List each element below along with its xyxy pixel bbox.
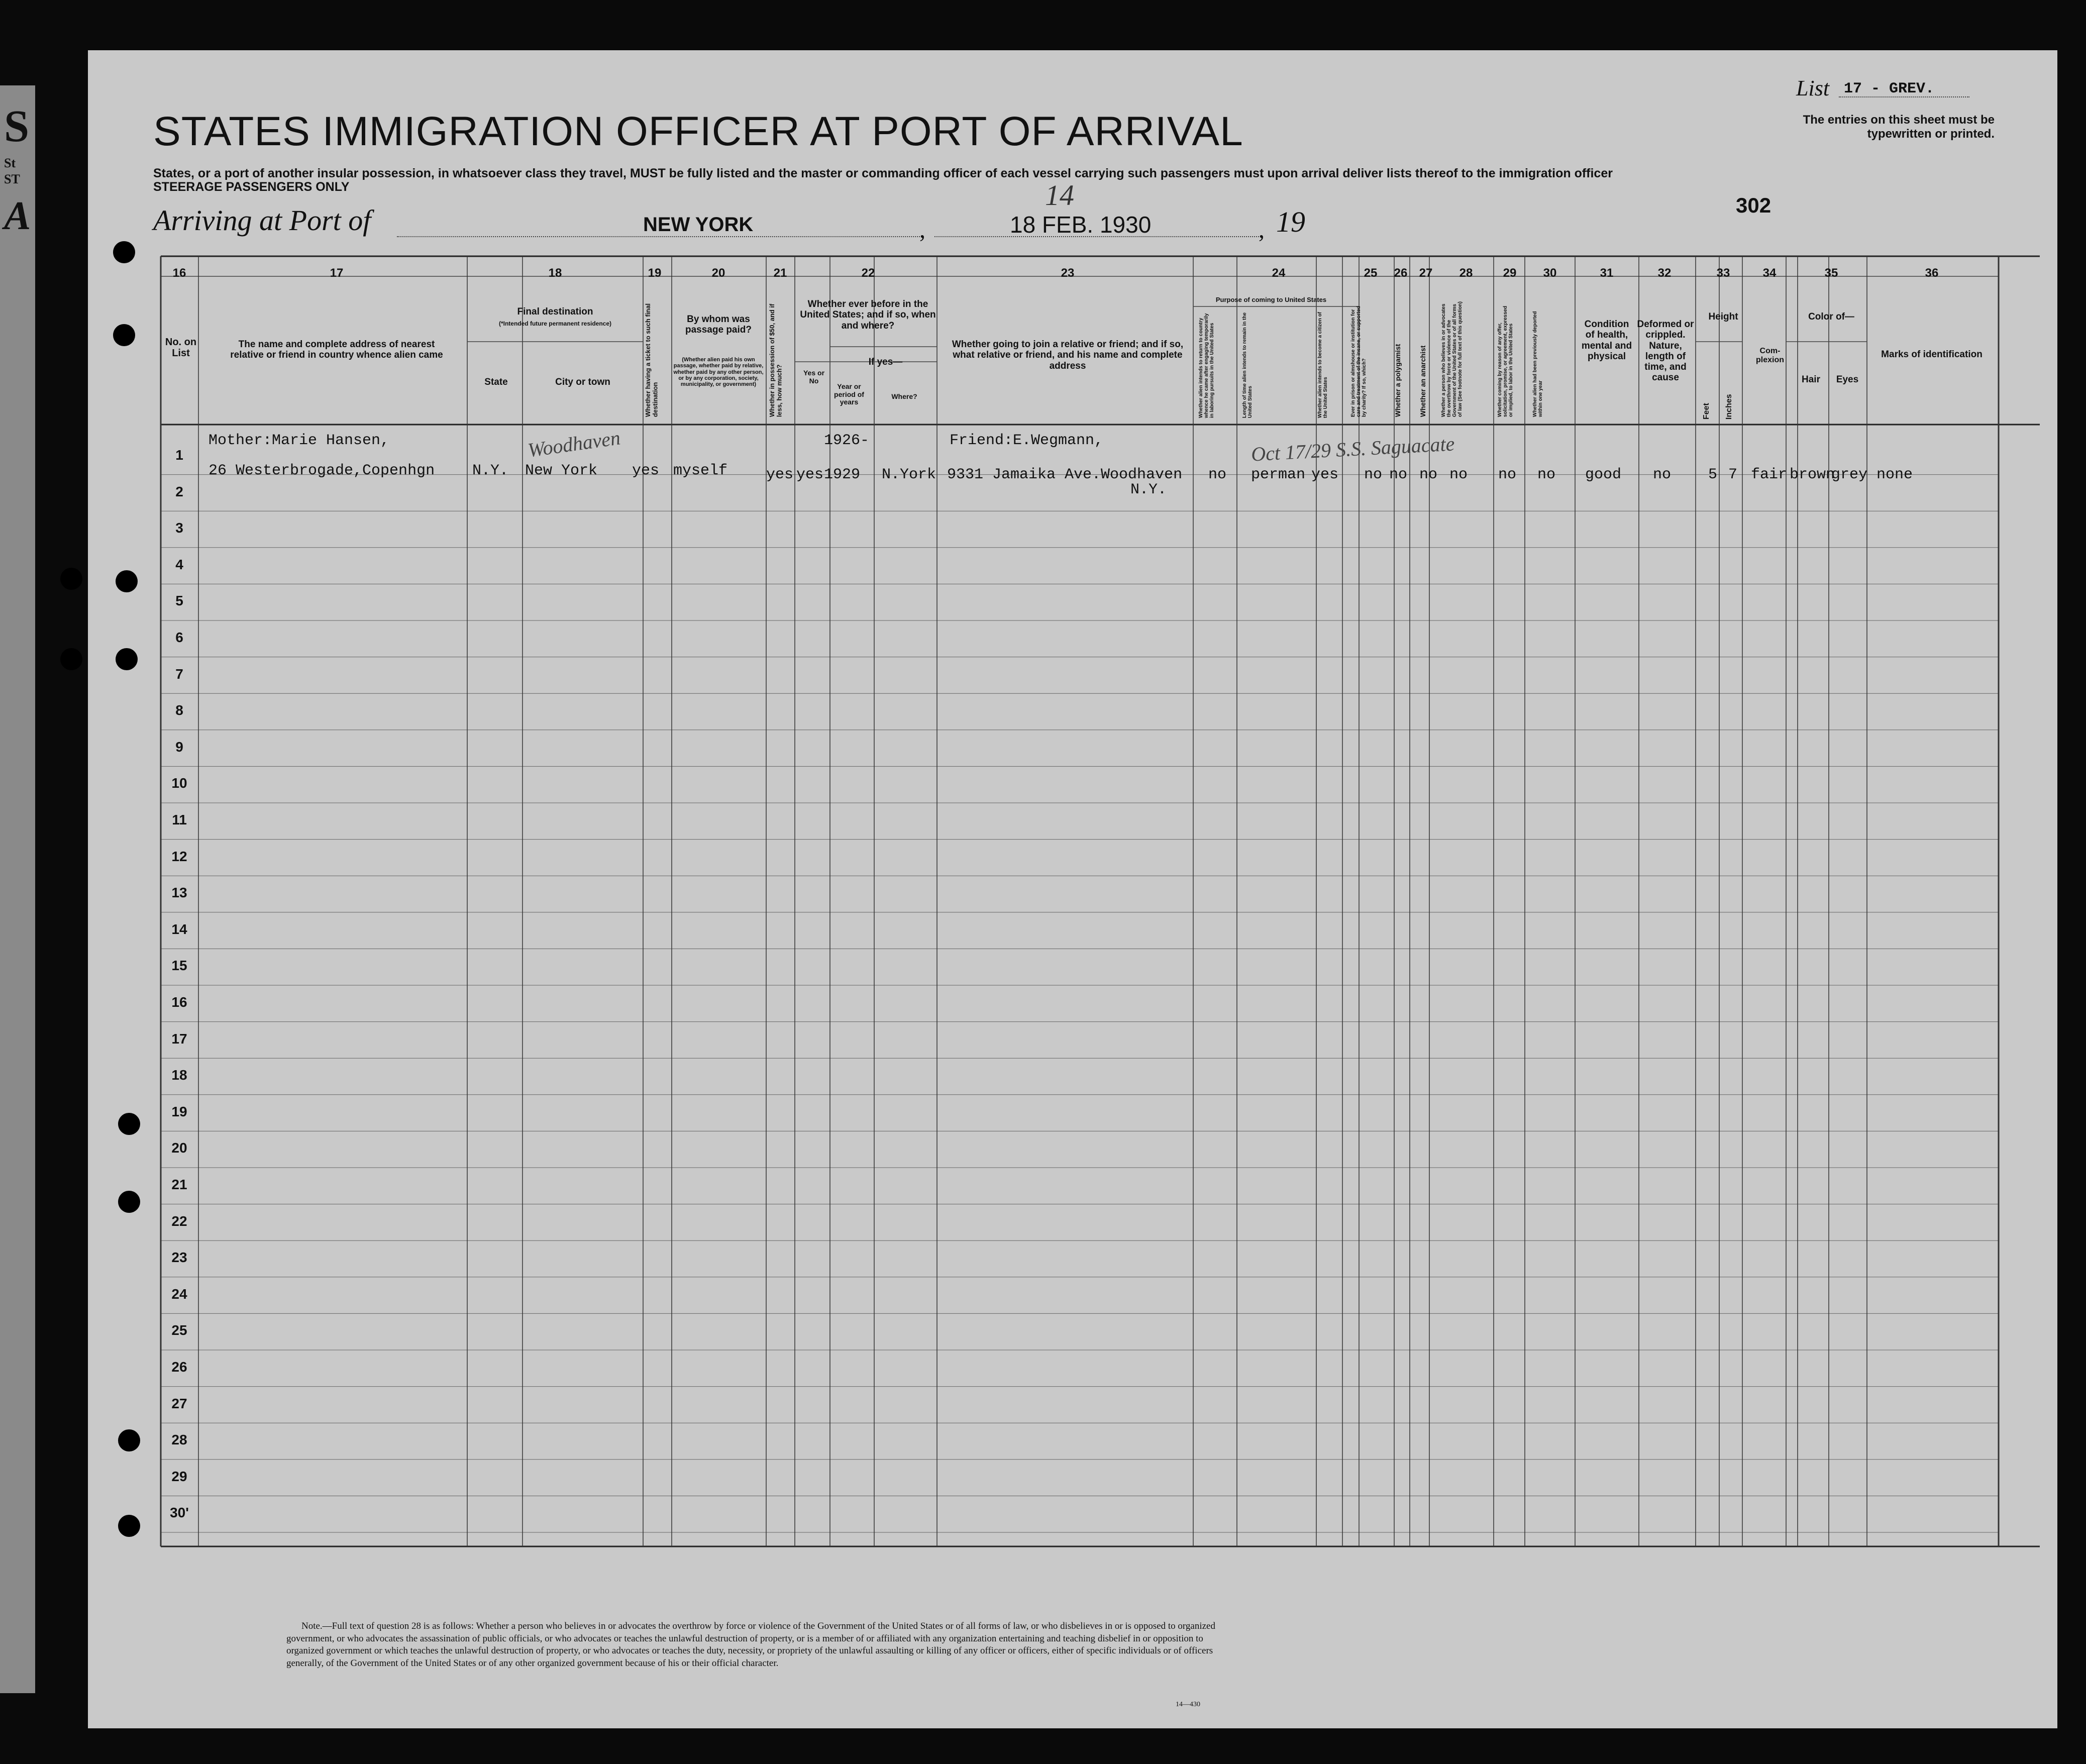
header-ticket: Whether having a ticket to such final destination: [644, 303, 659, 417]
arriving-label: Arriving at Port of: [153, 204, 371, 237]
header-eyes: Eyes: [1836, 374, 1859, 385]
row-number: 8: [175, 702, 183, 718]
header-years: Year or period of years: [834, 382, 864, 406]
column-number: 36: [1925, 266, 1939, 280]
form-code: 14—430: [1176, 1701, 1200, 1708]
list-label: List: [1796, 76, 1830, 100]
row-number: 20: [171, 1140, 187, 1156]
row-number: 22: [171, 1213, 187, 1229]
column-number: 29: [1503, 266, 1517, 280]
row-number: 17: [171, 1030, 187, 1047]
list-number: 17 - GREV.: [1844, 80, 1935, 97]
column-number: 17: [330, 266, 344, 280]
row-number: 13: [171, 885, 187, 901]
entry-relative-line1: Mother:Marie Hansen,: [208, 432, 390, 449]
header-paid-by-sub: (Whether alien paid his own passage, whether paid by relative, whether paid by any other person, or by any corporation, society, municipality, or government): [673, 357, 764, 388]
column-number: 31: [1600, 266, 1614, 280]
row-number: 19: [171, 1103, 187, 1119]
entry-relative-line2: 26 Westerbrogade,Copenhgn: [208, 462, 435, 479]
entry-handwritten-note: Oct 17/29 S.S. Saguacate: [1250, 432, 1455, 466]
page-number: 302: [1736, 193, 1771, 217]
header-complexion: Com- plexion: [1755, 347, 1784, 364]
entry-length-stay: perman: [1251, 466, 1306, 483]
row-number: 21: [171, 1177, 187, 1192]
entry-health: good: [1585, 466, 1622, 483]
entry-deformed: no: [1653, 466, 1672, 483]
header-purpose-length: Length of time alien intends to remain in the United States: [1242, 312, 1253, 418]
form-title: STATES IMMIGRATION OFFICER AT PORT OF ARRIVAL: [153, 109, 1243, 154]
row-number: 18: [171, 1067, 187, 1083]
entry-marks: none: [1876, 466, 1913, 483]
row-number: 10: [171, 775, 187, 791]
entry-polygamist: no: [1389, 466, 1408, 483]
strip-letter: St: [4, 156, 16, 170]
column-number: 20: [711, 266, 725, 280]
row-number: 5: [175, 593, 183, 609]
row-number: 7: [175, 666, 183, 682]
entry-height-feet: 5: [1708, 466, 1718, 483]
header-purpose-return: Whether alien intends to return to country whence he came after engaging temporarily in laboring pursuits in the United States: [1198, 313, 1215, 418]
entry-state: N.Y.: [472, 462, 509, 479]
entry-eyes: grey: [1831, 466, 1868, 483]
header-paid-by: By whom was passage paid?: [685, 314, 752, 336]
port-of-arrival: NEW YORK: [643, 214, 754, 236]
row-number: 6: [175, 630, 183, 645]
form-instructions: States, or a port of another insular possession, in whatsoever class they travel, MUST be fully listed and the master or commanding officer of each vessel carrying such passengers must upon arrival deliver lists thereof to the immigration officer: [153, 166, 1613, 180]
date-handwritten: 14: [1045, 179, 1074, 212]
header-join-relative: Whether going to join a relative or friend; and if so, what relative or friend, and his name and complete address: [952, 339, 1184, 371]
row-number: 4: [175, 556, 183, 572]
entry-complexion: fair: [1751, 466, 1788, 483]
row-number: 26: [171, 1359, 187, 1375]
header-purpose: Purpose of coming to United States: [1215, 296, 1327, 303]
row-number: 24: [171, 1286, 187, 1302]
entry-city: New York: [525, 462, 598, 479]
entry-before-yes: yes: [796, 466, 824, 483]
strip-letter: A: [4, 194, 31, 238]
header-nearest-relative: The name and complete address of nearest relative or friend in country whence alien came: [230, 339, 443, 361]
entry-height-inches: 7: [1728, 466, 1738, 483]
column-number: 28: [1459, 266, 1473, 280]
row-number: 25: [171, 1322, 187, 1338]
entry-return-country: no: [1208, 466, 1227, 483]
row-number: 14: [171, 921, 187, 937]
row-number: 9: [175, 739, 183, 755]
column-number: 27: [1419, 266, 1433, 280]
column-number: 34: [1762, 266, 1777, 280]
entry-money: yes: [766, 466, 794, 483]
header-feet: Feet: [1702, 403, 1711, 420]
strip-letter: ST: [4, 172, 20, 186]
entry-overthrow: no: [1449, 466, 1468, 483]
entry-hair: brown: [1790, 466, 1835, 483]
header-where: Where?: [891, 392, 917, 400]
entry-friend-line2: 9331 Jamaika Ave.Woodhaven: [947, 466, 1183, 483]
entry-years-line1: 1926-: [824, 432, 870, 449]
entry-city-handwritten: Woodhaven: [526, 426, 622, 462]
strip-letter: S: [4, 101, 30, 151]
row-number: 16: [171, 994, 187, 1010]
header-overthrow: Whether a person who believes in or advocates the overthrow by force or violence of the Government of the United States or of all forms of law (See footnote for full text of this question): [1441, 301, 1463, 417]
column-number: 16: [172, 266, 186, 280]
row-number: 27: [171, 1395, 187, 1411]
header-height: Height: [1708, 312, 1738, 322]
header-city: City or town: [555, 377, 610, 387]
column-number: 30: [1543, 266, 1557, 280]
date-stamp: 18 FEB. 1930: [1010, 212, 1152, 238]
header-hair: Hair: [1802, 374, 1820, 385]
column-number: 35: [1824, 266, 1838, 280]
typewritten-note: The entries on this sheet must be typewritten or printed.: [1803, 113, 1995, 141]
entry-paid-by: myself: [673, 462, 728, 479]
entry-friend-line1: Friend:E.Wegmann,: [950, 432, 1104, 449]
header-deported: Whether alien had been previously deported within one year: [1532, 311, 1543, 417]
entry-years-line2: 1929: [824, 466, 861, 483]
column-number: 23: [1061, 266, 1075, 280]
header-inches: Inches: [1725, 394, 1733, 420]
header-deformed: Deformed or crippled. Nature, length of time, and cause: [1637, 319, 1694, 383]
entry-ticket: yes: [632, 462, 660, 479]
header-marks: Marks of identification: [1881, 349, 1983, 360]
entry-friend-line3: N.Y.: [1130, 481, 1167, 498]
header-health: Condition of health, mental and physical: [1581, 319, 1632, 362]
column-number: 33: [1716, 266, 1730, 280]
comma: ,: [919, 217, 925, 243]
footnote: Note.—Full text of question 28 is as follows: Whether a person who believes in or advocates the overthrow by force or violence of the Government of the United States or of all forms of law, or who disbelieves in or is opposed to organized government, or who advocates the assassination of public officials, or who advocates or teaches the unlawful destruction of property, or is a member of or affiliated with any organization entertaining and teaching disbelief in or opposition to organized government or which teaches the unlawful destruction of property, or who advocates or teaches the duty, necessity, or propriety of the unlawful assaulting or killing of any officer or officers, either of specific individuals or of officers generally, of the Government of the United States or of any other organized government because of his or their official character.: [286, 1621, 1215, 1669]
column-number: 19: [648, 266, 662, 280]
column-number: 32: [1657, 266, 1672, 280]
row-number: 28: [171, 1432, 187, 1448]
header-before-in-us: Whether ever before in the United States; and if so, when and where?: [800, 299, 936, 331]
column-number: 25: [1364, 266, 1378, 280]
entry-labor-offer: no: [1498, 466, 1517, 483]
header-prison: Ever in prison or almshouse or institution for care and treatment of the insane, or supported by charity? If so, which?: [1350, 305, 1367, 417]
column-number: 21: [773, 266, 787, 280]
header-anarchist: Whether an anarchist: [1419, 345, 1427, 417]
header-labor-offer: Whether coming by reason of any offer, solicitation, promise, or agreement, expressed or implied, to labor in the United States: [1497, 305, 1514, 417]
header-no-on-list: No. on List: [165, 337, 197, 359]
year-prefix: 19: [1276, 205, 1305, 238]
header-yes-no: Yes or No: [803, 369, 825, 385]
header-final-destination: Final destination: [517, 306, 593, 317]
row-number: 15: [171, 958, 187, 974]
row-number: 3: [175, 520, 183, 536]
row-number: 2: [175, 483, 183, 499]
header-purpose-citizen: Whether alien intends to become a citizen of the United States: [1317, 312, 1328, 418]
column-number: 26: [1394, 266, 1408, 280]
entry-where: N.York: [882, 466, 936, 483]
comma: ,: [1259, 217, 1265, 243]
entry-anarchist: no: [1419, 466, 1438, 483]
row-number: 1: [175, 447, 183, 463]
header-state: State: [484, 377, 508, 387]
entry-prison: no: [1364, 466, 1383, 483]
row-number: 30': [170, 1505, 189, 1521]
entry-citizen: yes: [1311, 466, 1339, 483]
header-polygamist: Whether a polygamist: [1394, 344, 1402, 417]
row-number: 29: [171, 1468, 187, 1484]
header-final-destination-sub: (*Intended future permanent residence): [498, 320, 612, 327]
column-number: 22: [861, 266, 875, 280]
row-number: 11: [172, 812, 187, 827]
header-money: Whether in possession of $50, and if less, how much?: [768, 303, 783, 417]
header-color-of: Color of—: [1808, 312, 1854, 322]
row-number: 12: [171, 848, 187, 864]
entry-deported: no: [1537, 466, 1556, 483]
steerage-label: STEERAGE PASSENGERS ONLY: [153, 180, 350, 194]
header-if-yes: If yes—: [868, 357, 903, 367]
column-number: 18: [548, 266, 562, 280]
column-number: 24: [1272, 266, 1286, 280]
row-number: 23: [171, 1250, 187, 1266]
